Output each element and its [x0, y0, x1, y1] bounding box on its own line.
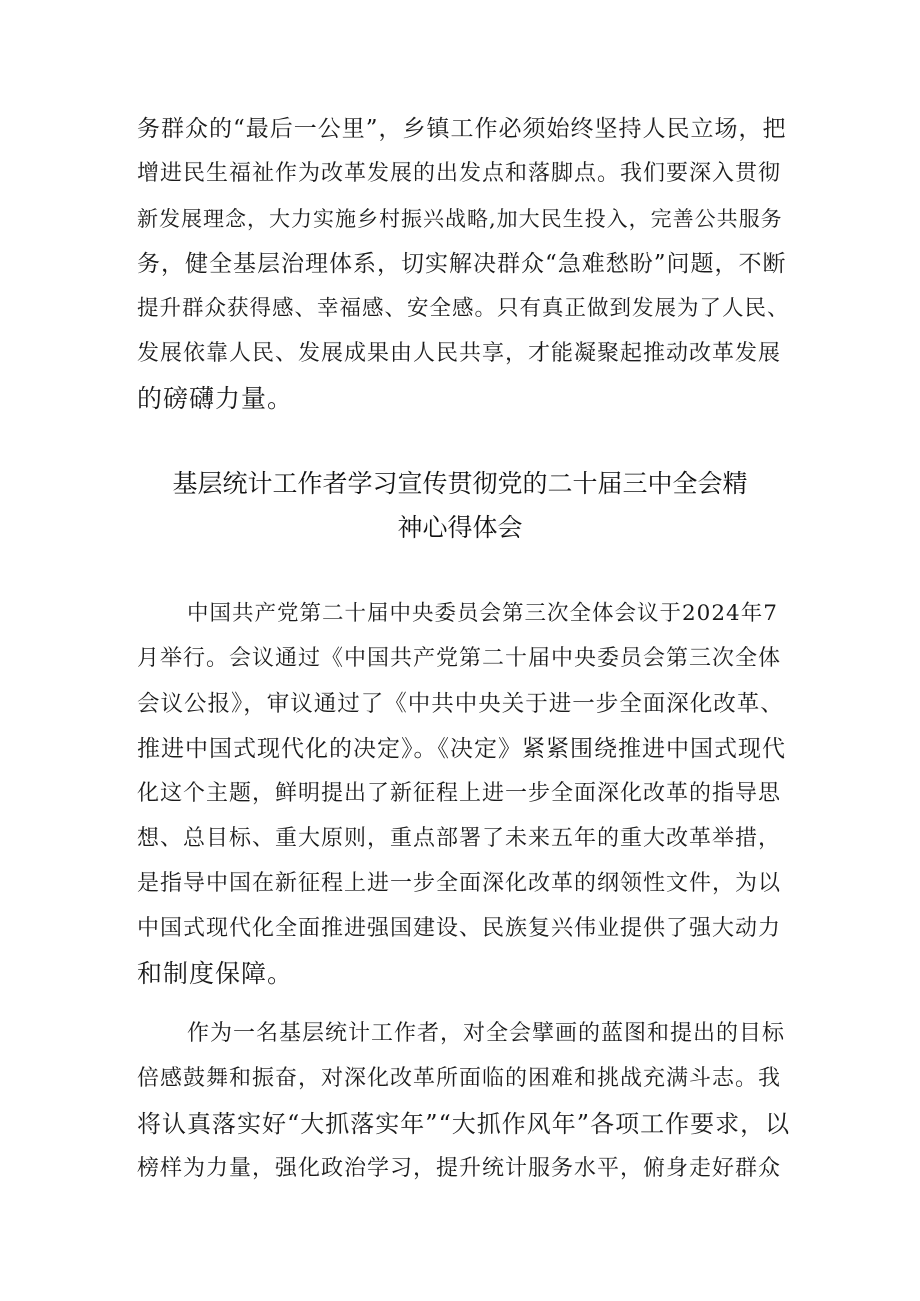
paragraph1-line-2: 月举行。会议通过《中国共产党第二十届中央委员会第三次全体	[137, 646, 782, 671]
paragraph1-line-4: 推进中国式现代化的决定》。《决定》紧紧围绕推进中国式现代	[137, 736, 786, 762]
intro-line-5: 提升群众获得感、幸福感、安全感。只有真正做到发展为了人民、	[137, 296, 790, 321]
paragraph2-line-2: 倍感鼓舞和振奋，对深化改革所面临的困难和挑战充满斗志。我	[137, 1066, 782, 1091]
intro-line-2: 增进民生福祉作为改革发展的出发点和落脚点。我们要深入贯彻	[137, 161, 782, 186]
paragraph1-line-9: 和制度保障。	[137, 959, 294, 988]
article-title-line-2: 神心得体会	[397, 513, 523, 542]
paragraph1-line-1: 中国共产党第二十届中央委员会第三次全体会议于2024年7	[187, 601, 778, 626]
paragraph1-line-5: 化这个主题，鲜明提出了新征程上进一步全面深化改革的指导思	[137, 781, 782, 806]
article-title-line-1: 基层统计工作者学习宣传贯彻党的二十届三中全会精	[172, 469, 748, 498]
intro-line-6: 发展依靠人民、发展成果由人民共享，才能凝聚起推动改革发展	[137, 341, 782, 366]
intro-line-1: 务群众的“最后一公里”，乡镇工作必须始终坚持人民立场，把	[137, 116, 787, 142]
paragraph2-line-1: 作为一名基层统计工作者，对全会擘画的蓝图和提出的目标	[187, 1021, 786, 1046]
paragraph1-line-7: 是指导中国在新征程上进一步全面深化改革的纲领性文件，为以	[137, 871, 782, 896]
intro-line-3: 新发展理念，大力实施乡村振兴战略,加大民生投入，完善公共服务	[137, 207, 783, 231]
paragraph1-line-3: 会议公报》，审议通过了《中共中央关于进一步全面深化改革、	[137, 691, 784, 717]
intro-line-4: 务，健全基层治理体系，切实解决群众“急难愁盼”问题，不断	[137, 251, 787, 277]
paragraph1-line-6: 想、总目标、重大原则，重点部署了未来五年的重大改革举措，	[137, 826, 782, 851]
paragraph2-line-4: 榜样为力量，强化政治学习，提升统计服务水平，俯身走好群众	[137, 1156, 782, 1181]
intro-line-7: 的磅礴力量。	[137, 384, 294, 413]
paragraph1-line-8: 中国式现代化全面推进强国建设、民族复兴伟业提供了强大动力	[137, 916, 782, 941]
paragraph2-line-3: 将认真落实好“大抓落实年”“大抓作风年”各项工作要求，以	[137, 1110, 791, 1138]
